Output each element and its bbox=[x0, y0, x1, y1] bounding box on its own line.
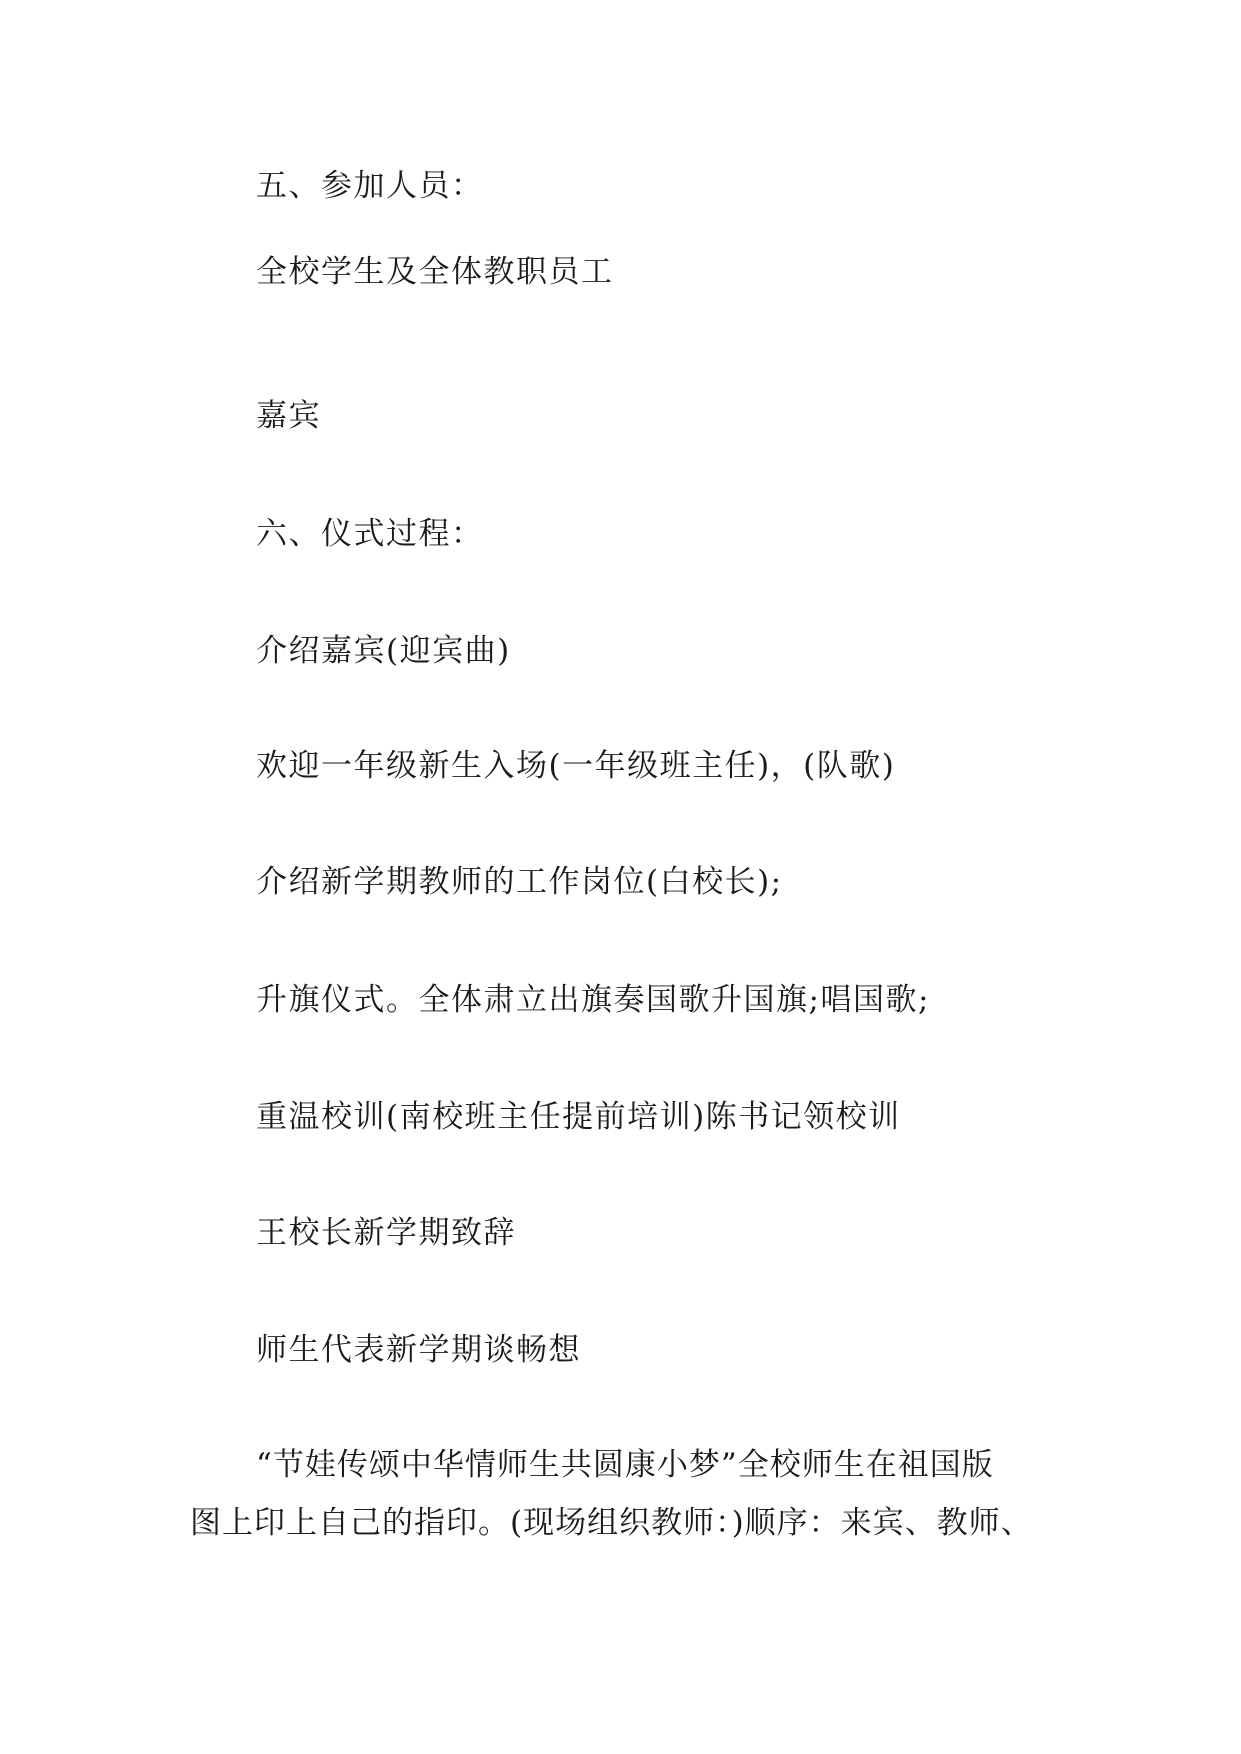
paragraph: 全校学生及全体教职员工 bbox=[256, 254, 614, 290]
paragraph: 欢迎一年级新生入场(一年级班主任)，(队歌) bbox=[256, 748, 896, 784]
paragraph: 师生代表新学期谈畅想 bbox=[256, 1332, 581, 1368]
paragraph: 重温校训(南校班主任提前培训)陈书记领校训 bbox=[256, 1099, 901, 1135]
paragraph: 嘉宾 bbox=[256, 398, 321, 434]
section-heading-participants: 五、参加人员： bbox=[256, 168, 484, 204]
paragraph: 升旗仪式。全体肃立出旗奏国歌升国旗;唱国歌; bbox=[256, 982, 930, 1018]
paragraph-line: “节娃传颂中华情师生共圆康小梦”全校师生在祖国版 bbox=[256, 1447, 994, 1483]
paragraph: 介绍嘉宾(迎宾曲) bbox=[256, 633, 511, 669]
paragraph: 介绍新学期教师的工作岗位(白校长); bbox=[256, 864, 783, 900]
section-heading-ceremony: 六、仪式过程： bbox=[256, 516, 484, 552]
paragraph: 王校长新学期致辞 bbox=[256, 1215, 516, 1251]
paragraph-line: 图上印上自己的指印。(现场组织教师：)顺序：来宾、教师、 bbox=[190, 1505, 1033, 1541]
paragraph-multiline bbox=[190, 1436, 1070, 1552]
